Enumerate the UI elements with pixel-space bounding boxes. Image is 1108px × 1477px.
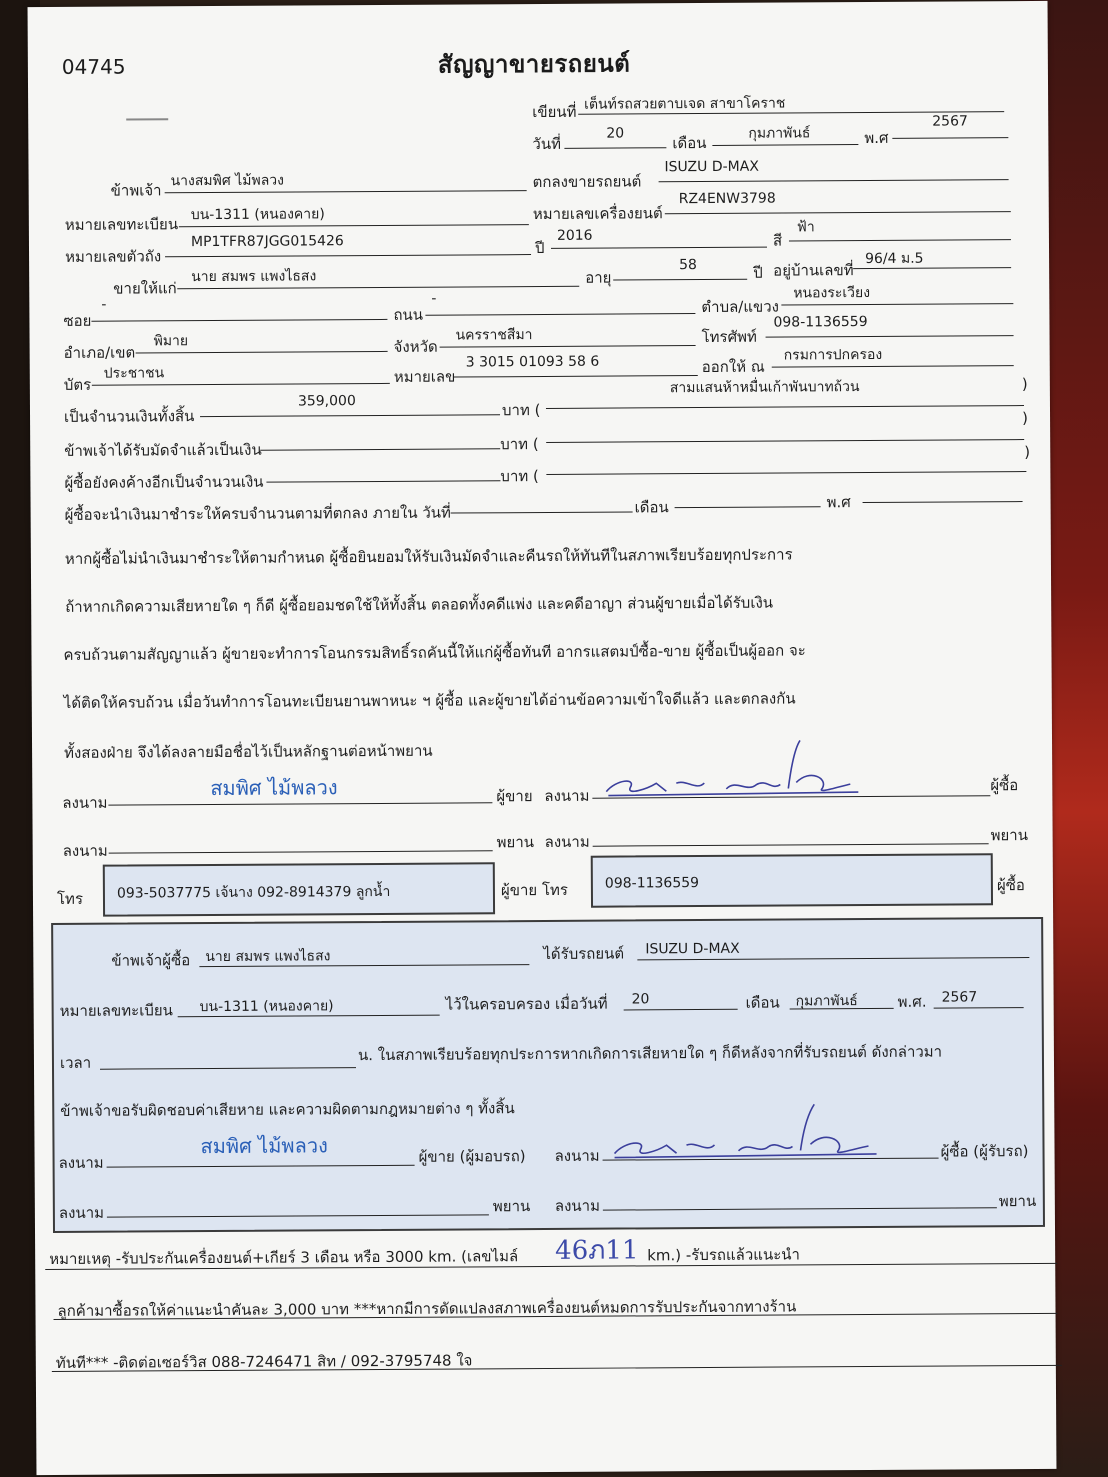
district-value: พิมาย — [153, 333, 189, 350]
id-no-label: หมายเลข — [393, 367, 456, 386]
receipt-buyer-role: ผู้ซื้อ (ผู้รับรถ) — [940, 1142, 1029, 1161]
contract-paper — [28, 1, 1057, 1475]
deposit-label: ข้าพเจ้าได้รับมัดจำแล้วเป็นเงิน — [64, 440, 262, 460]
age-value: 58 — [679, 257, 697, 274]
receipt-responsibility: ข้าพเจ้าขอรับผิดชอบค่าเสียหาย และความผิดตามกฎหมายต่าง ๆ ทั้งสิ้น — [60, 1099, 515, 1120]
age-label: อายุ — [585, 268, 612, 287]
house-label: อยู่บ้านเลขที่ — [773, 261, 854, 280]
remarks-line-1b: km.) -รับรถแล้วแนะนำ — [647, 1245, 800, 1265]
buyer-phone: 098-1136559 — [604, 875, 700, 892]
mileage-handwritten: 46ภ11 — [555, 1235, 639, 1266]
issued-value: กรมการปกครอง — [783, 346, 883, 364]
province-value: นครราชสีมา — [455, 327, 533, 344]
subdistrict-value: หนองระเวียง — [793, 284, 871, 302]
buyer-label: ขายให้แก่ — [113, 279, 177, 298]
receipt-buyer-signature — [604, 1102, 894, 1164]
term-line-1: หากผู้ซื้อไม่นำเงินมาชำระให้ตามกำหนด ผู้ซื้อยินยอมให้รับเงินมัดจำและคืนรถให้ทันทีในสภาพเรียบร้อยทุกประการ — [64, 545, 793, 568]
remain-baht: บาท ( — [500, 467, 539, 486]
payment-year-label: พ.ศ — [826, 493, 851, 512]
id-no-value: 3 3015 01093 58 6 — [465, 353, 600, 371]
year-model-value: 2016 — [556, 227, 593, 244]
total-label: เป็นจำนวนเงินทั้งสิ้น — [63, 407, 195, 426]
years-label: ปี — [753, 263, 763, 282]
total-value: 359,000 — [297, 393, 356, 410]
receipt-day: 20 — [631, 991, 650, 1008]
total-text: สามแสนห้าหมื่นเก้าพันบาทถ้วน — [669, 379, 860, 397]
buyer-phone-role: ผู้ซื้อ — [996, 876, 1025, 895]
road-value: - — [431, 290, 437, 307]
buyer-role: ผู้ซื้อ — [990, 776, 1019, 795]
soi-value: - — [101, 296, 107, 313]
receipt-reg: บน-1311 (หนองคาย) — [199, 998, 334, 1016]
issued-label: ออกให้ ณ — [701, 357, 765, 377]
receipt-witness-role-1: พยาน — [492, 1197, 531, 1216]
buyer-phone-box — [591, 853, 993, 907]
receipt-buyer-label: ข้าพเจ้าผู้ซื้อ — [111, 951, 191, 970]
buyer-name: นาย สมพร แพงไธสง — [191, 268, 317, 286]
agree-sell-label: ตกลงขายรถยนต์ — [532, 172, 642, 192]
deposit-close: ) — [1021, 409, 1028, 428]
district-label: อำเภอ/เขต — [63, 343, 136, 362]
month-label: เดือน — [672, 133, 707, 153]
remain-close: ) — [1024, 443, 1031, 462]
year-model-label: ปี — [534, 238, 545, 258]
receipt-sign-label-buyer: ลงนาม — [554, 1146, 600, 1165]
sign-label-witness2: ลงนาม — [544, 832, 590, 851]
receipt-reg-label: หมายเลขทะเบียน — [59, 1001, 173, 1020]
reg-value: บน-1311 (หนองคาย) — [190, 206, 325, 224]
chassis-label: หมายเลขตัวถัง — [64, 247, 162, 266]
engine-value: RZ4ENW3798 — [678, 190, 776, 208]
witness-role-1: พยาน — [496, 833, 535, 852]
term-line-4: ได้ติดให้ครบถ้วน เมื่อวันทำการโอนทะเบียนยานพาหนะ ฯ ผู้ซื้อ และผู้ขายได้อ่านข้อความเข้าใจดีแล้ว และตกลงกัน — [63, 689, 796, 712]
receipt-year-label: พ.ศ. — [897, 992, 927, 1011]
receipt-year: 2567 — [941, 989, 978, 1006]
term-line-2: ถ้าหากเกิดความเสียหายใด ๆ ก็ดี ผู้ซื้อยอมชดใช้ให้ทั้งสิ้น ตลอดทั้งคดีแพ่ง และคดีอาญา ส่วนผู้ขายเมื่อได้รับเงิน — [65, 593, 774, 616]
sign-label-witness1: ลงนาม — [62, 841, 108, 860]
sign-label-buyer: ลงนาม — [544, 786, 590, 805]
month-value: กุมภาพันธ์ — [748, 125, 811, 142]
receipt-car: ISUZU D-MAX — [645, 940, 740, 958]
seller-phone: 093-5037775 เจ้นาง 092-8914379 ลูกน้ำ — [116, 883, 391, 902]
day-value: 20 — [606, 125, 625, 142]
engine-label: หมายเลขเครื่องยนต์ — [532, 204, 663, 224]
receipt-held-label: ไว้ในครอบครอง เมื่อวันที่ — [445, 994, 608, 1014]
receipt-sign-label-seller: ลงนาม — [58, 1153, 104, 1172]
term-line-3: ครบถ้วนตามสัญญาแล้ว ผู้ขายจะทำการโอนกรรมสิทธิ์รถคันนี้ให้แก่ผู้ซื้อทันที อากรแสตมป์ซื้อ-ขาย ผู้ซื้อเป็นผู้ออก จะ — [63, 641, 806, 664]
receipt-time-label: เวลา — [59, 1053, 92, 1072]
seller-role: ผู้ขาย — [496, 787, 533, 806]
term-line-5: ทั้งสองฝ่าย จึงได้ลงลายมือชื่อไว้เป็นหลักฐานต่อหน้าพยาน — [64, 741, 433, 762]
remain-label: ผู้ซื้อยังคงค้างอีกเป็นจำนวนเงิน — [64, 472, 264, 492]
receipt-sign-label-witness1: ลงนาม — [58, 1203, 105, 1222]
car-model: ISUZU D-MAX — [664, 158, 759, 176]
remarks-line-3: ทันที*** -ติดต่อเซอร์วิส 088-7246471 สิท / 092-3795748 ใจ — [55, 1351, 473, 1372]
card-label: บัตร — [63, 375, 92, 394]
page-title: สัญญาขายรถยนต์ — [437, 49, 631, 79]
year-value: 2567 — [932, 113, 968, 130]
buyer-signature — [596, 738, 876, 800]
seller-name: นางสมพิศ ไม้พลวง — [170, 172, 285, 190]
day-label: วันที่ — [532, 134, 562, 154]
phone-label: โทรศัพท์ — [701, 327, 757, 347]
receipt-witness-role-2: พยาน — [998, 1191, 1037, 1211]
seller-label: ข้าพเจ้า — [110, 181, 162, 200]
subdistrict-label: ตำบล/แขวง — [701, 297, 780, 317]
document-number: 04745 — [61, 54, 126, 79]
color-value: ฟ้า — [796, 219, 815, 236]
receipt-condition: น. ในสภาพเรียบร้อยทุกประการหากเกิดการเสียหายใด ๆ ก็ดีหลังจากที่รับรถยนต์ ดังกล่าวมา — [357, 1042, 943, 1065]
written-at-label: เขียนที่ — [532, 102, 577, 122]
receipt-seller-signature: สมพิศ ไม้พลวง — [200, 1133, 328, 1159]
payment-due-label: ผู้ซื้อจะนำเงินมาชำระให้ครบจำนวนตามที่ตกลง ภายใน วันที่ — [64, 503, 451, 524]
seller-phone-box — [103, 862, 495, 916]
receipt-month-label: เดือน — [745, 993, 780, 1012]
chassis-value: MP1TFR87JGG015426 — [190, 233, 344, 251]
remarks-line-2: ลูกค้ามาซื้อรถให้ค่าแนะนำคันละ 3,000 บาท ***หากมีการดัดแปลงสภาพเครื่องยนต์หมดการรับประกันจากทางร้าน — [57, 1297, 797, 1320]
receipt-month: กุมภาพันธ์ — [795, 993, 858, 1010]
written-at-value: เต็นท์รถสวยตาบเจด สาขาโคราช — [584, 95, 786, 113]
payment-month-label: เดือน — [634, 498, 669, 517]
color-label: สี — [772, 231, 783, 250]
road-label: ถนน — [393, 305, 424, 324]
remarks-line-1a: หมายเหตุ -รับประกันเครื่องยนต์+เกียร์ 3 เดือน หรือ 3000 km. (เลขไมล์ — [49, 1247, 519, 1269]
soi-label: ซอย — [63, 311, 92, 330]
province-label: จังหวัด — [393, 337, 438, 356]
seller-phone-role: ผู้ขาย โทร — [500, 880, 569, 900]
dash-mark — [126, 118, 168, 120]
receipt-section — [51, 917, 1045, 1233]
sign-label-seller: ลงนาม — [62, 793, 108, 812]
receipt-buyer: นาย สมพร แพงไธสง — [205, 948, 331, 966]
witness-role-2: พยาน — [990, 826, 1029, 845]
card-type: ประชาชน — [103, 365, 165, 382]
year-label: พ.ศ — [864, 128, 889, 148]
receipt-seller-role: ผู้ขาย (ผู้มอบรถ) — [418, 1147, 526, 1166]
total-baht: บาท ( — [501, 401, 541, 420]
seller-signature: สมพิศ ไม้พลวง — [210, 775, 338, 801]
house-value: 96/4 ม.5 — [865, 250, 924, 268]
total-close: ) — [1021, 375, 1028, 394]
phone-value: 098-1136559 — [773, 314, 868, 331]
receipt-sign-label-witness2: ลงนาม — [554, 1196, 601, 1215]
receipt-received-label: ได้รับรถยนต์ — [543, 944, 625, 963]
deposit-baht: บาท ( — [500, 435, 539, 454]
phone-box-label: โทร — [56, 889, 84, 908]
reg-label: หมายเลขทะเบียน — [64, 215, 179, 234]
